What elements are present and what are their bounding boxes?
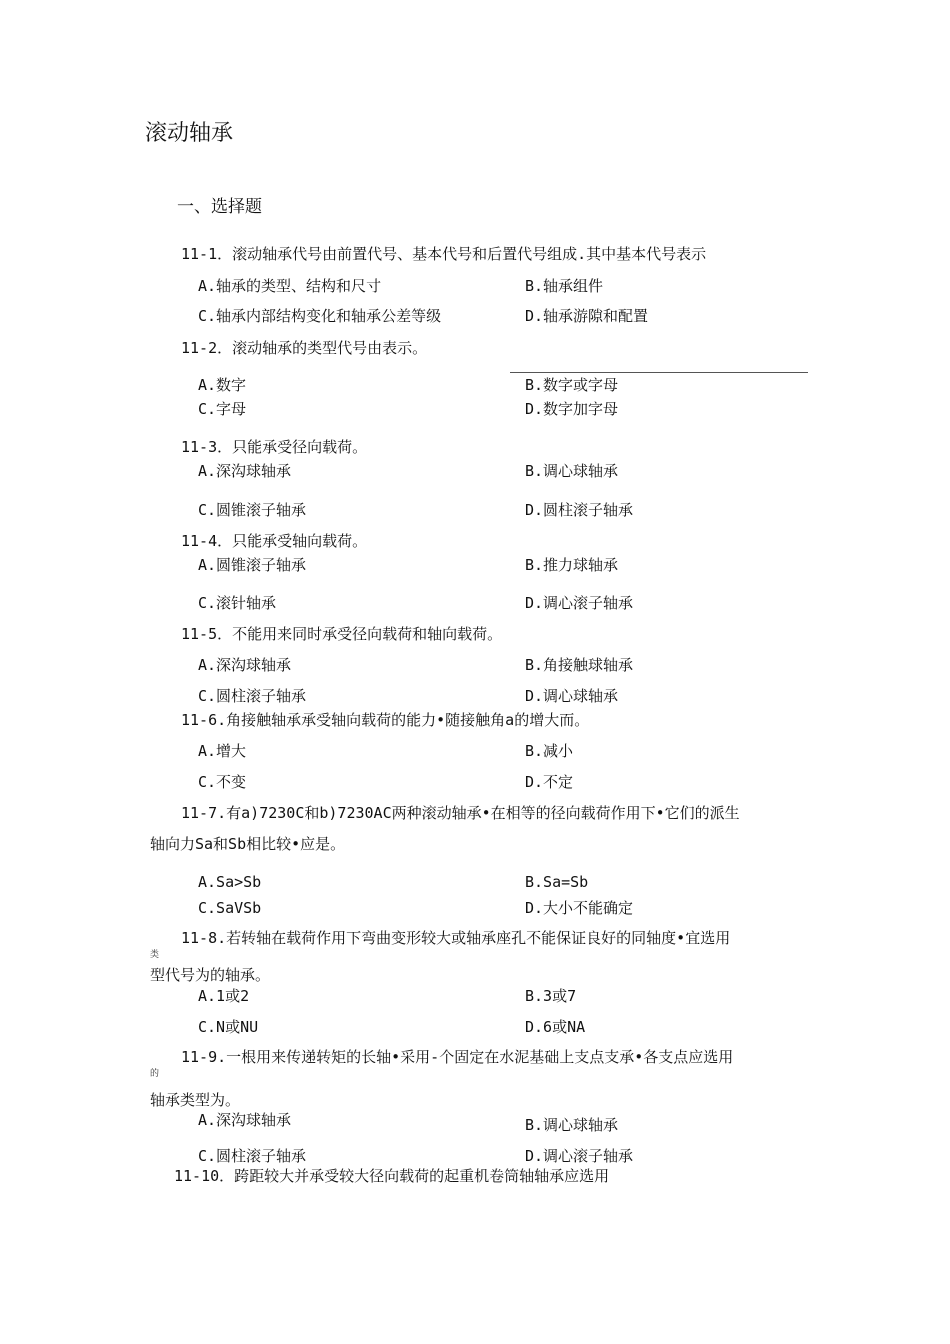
- option-c: C.滚针轴承: [198, 594, 277, 612]
- question-stem: 11-1．滚动轴承代号由前置代号、基本代号和后置代号组成.其中基本代号表示: [181, 245, 707, 263]
- question-stem-continuation: 型代号为的轴承。: [150, 966, 271, 984]
- page-title: 滚动轴承: [145, 121, 234, 146]
- option-d: D.数字加字母: [525, 400, 619, 418]
- option-b: B.推力球轴承: [525, 556, 619, 574]
- option-b: B.Sa=Sb: [525, 873, 589, 891]
- option-d: D.轴承游隙和配置: [525, 307, 649, 325]
- option-b: B.数字或字母: [525, 376, 619, 394]
- question-stem: 11-10．跨距较大并承受较大径向载荷的起重机卷筒轴轴承应选用: [174, 1167, 610, 1185]
- option-b: B.角接触球轴承: [525, 656, 634, 674]
- option-c: C.圆柱滚子轴承: [198, 687, 307, 705]
- question-stem: 11-6.角接触轴承承受轴向载荷的能力•随接触角a的增大而。: [181, 711, 590, 729]
- option-c: C.圆锥滚子轴承: [198, 501, 307, 519]
- option-c: C.轴承内部结构变化和轴承公差等级: [198, 307, 442, 325]
- section-heading: 一、选择题: [177, 197, 262, 217]
- option-a: A.数字: [198, 376, 247, 394]
- option-d: D.不定: [525, 773, 574, 791]
- question-stem-continuation: 轴承类型为。: [150, 1091, 241, 1109]
- option-d: D.圆柱滚子轴承: [525, 501, 634, 519]
- option-a: A.Sa>Sb: [198, 873, 262, 891]
- option-a: A.深沟球轴承: [198, 1111, 292, 1129]
- option-d: D.调心滚子轴承: [525, 1147, 634, 1165]
- option-b: B.减小: [525, 742, 574, 760]
- option-b: B.3或7: [525, 987, 577, 1005]
- option-c: C.N或NU: [198, 1018, 259, 1036]
- option-a: A.增大: [198, 742, 247, 760]
- clipped-char: 的: [150, 1069, 160, 1079]
- question-stem: 11-2．滚动轴承的类型代号由表示。: [181, 339, 428, 357]
- divider-line: [510, 372, 808, 373]
- question-stem: 11-7.有a)7230C和b)7230AC两种滚动轴承•在相等的径向载荷作用下•它们的派生: [181, 804, 740, 822]
- question-stem: 11-3．只能承受径向载荷。: [181, 438, 368, 456]
- question-stem: 11-5．不能用来同时承受径向载荷和轴向载荷。: [181, 625, 503, 643]
- option-a: A.深沟球轴承: [198, 656, 292, 674]
- option-c: C.SaVSb: [198, 899, 262, 917]
- option-c: C.字母: [198, 400, 247, 418]
- option-c: C.不变: [198, 773, 247, 791]
- option-a: A.深沟球轴承: [198, 462, 292, 480]
- question-stem-continuation: 轴向力Sa和Sb相比较•应是。: [150, 835, 346, 853]
- option-d: D.调心滚子轴承: [525, 594, 634, 612]
- option-d: D.6或NA: [525, 1018, 586, 1036]
- question-stem: 11-8.若转轴在载荷作用下弯曲变形较大或轴承座孔不能保证良好的同轴度•宜选用: [181, 929, 731, 947]
- question-stem: 11-9.一根用来传递转矩的长轴•采用-个固定在水泥基础上支点支承•各支点应选用: [181, 1048, 734, 1066]
- clipped-char: 类: [150, 950, 160, 960]
- option-b: B.调心球轴承: [525, 1116, 619, 1134]
- option-b: B.轴承组件: [525, 277, 604, 295]
- option-b: B.调心球轴承: [525, 462, 619, 480]
- option-a: A.圆锥滚子轴承: [198, 556, 307, 574]
- option-c: C.圆柱滚子轴承: [198, 1147, 307, 1165]
- question-stem: 11-4．只能承受轴向载荷。: [181, 532, 368, 550]
- option-a: A.1或2: [198, 987, 250, 1005]
- option-d: D.大小不能确定: [525, 899, 634, 917]
- option-d: D.调心球轴承: [525, 687, 619, 705]
- option-a: A.轴承的类型、结构和尺寸: [198, 277, 382, 295]
